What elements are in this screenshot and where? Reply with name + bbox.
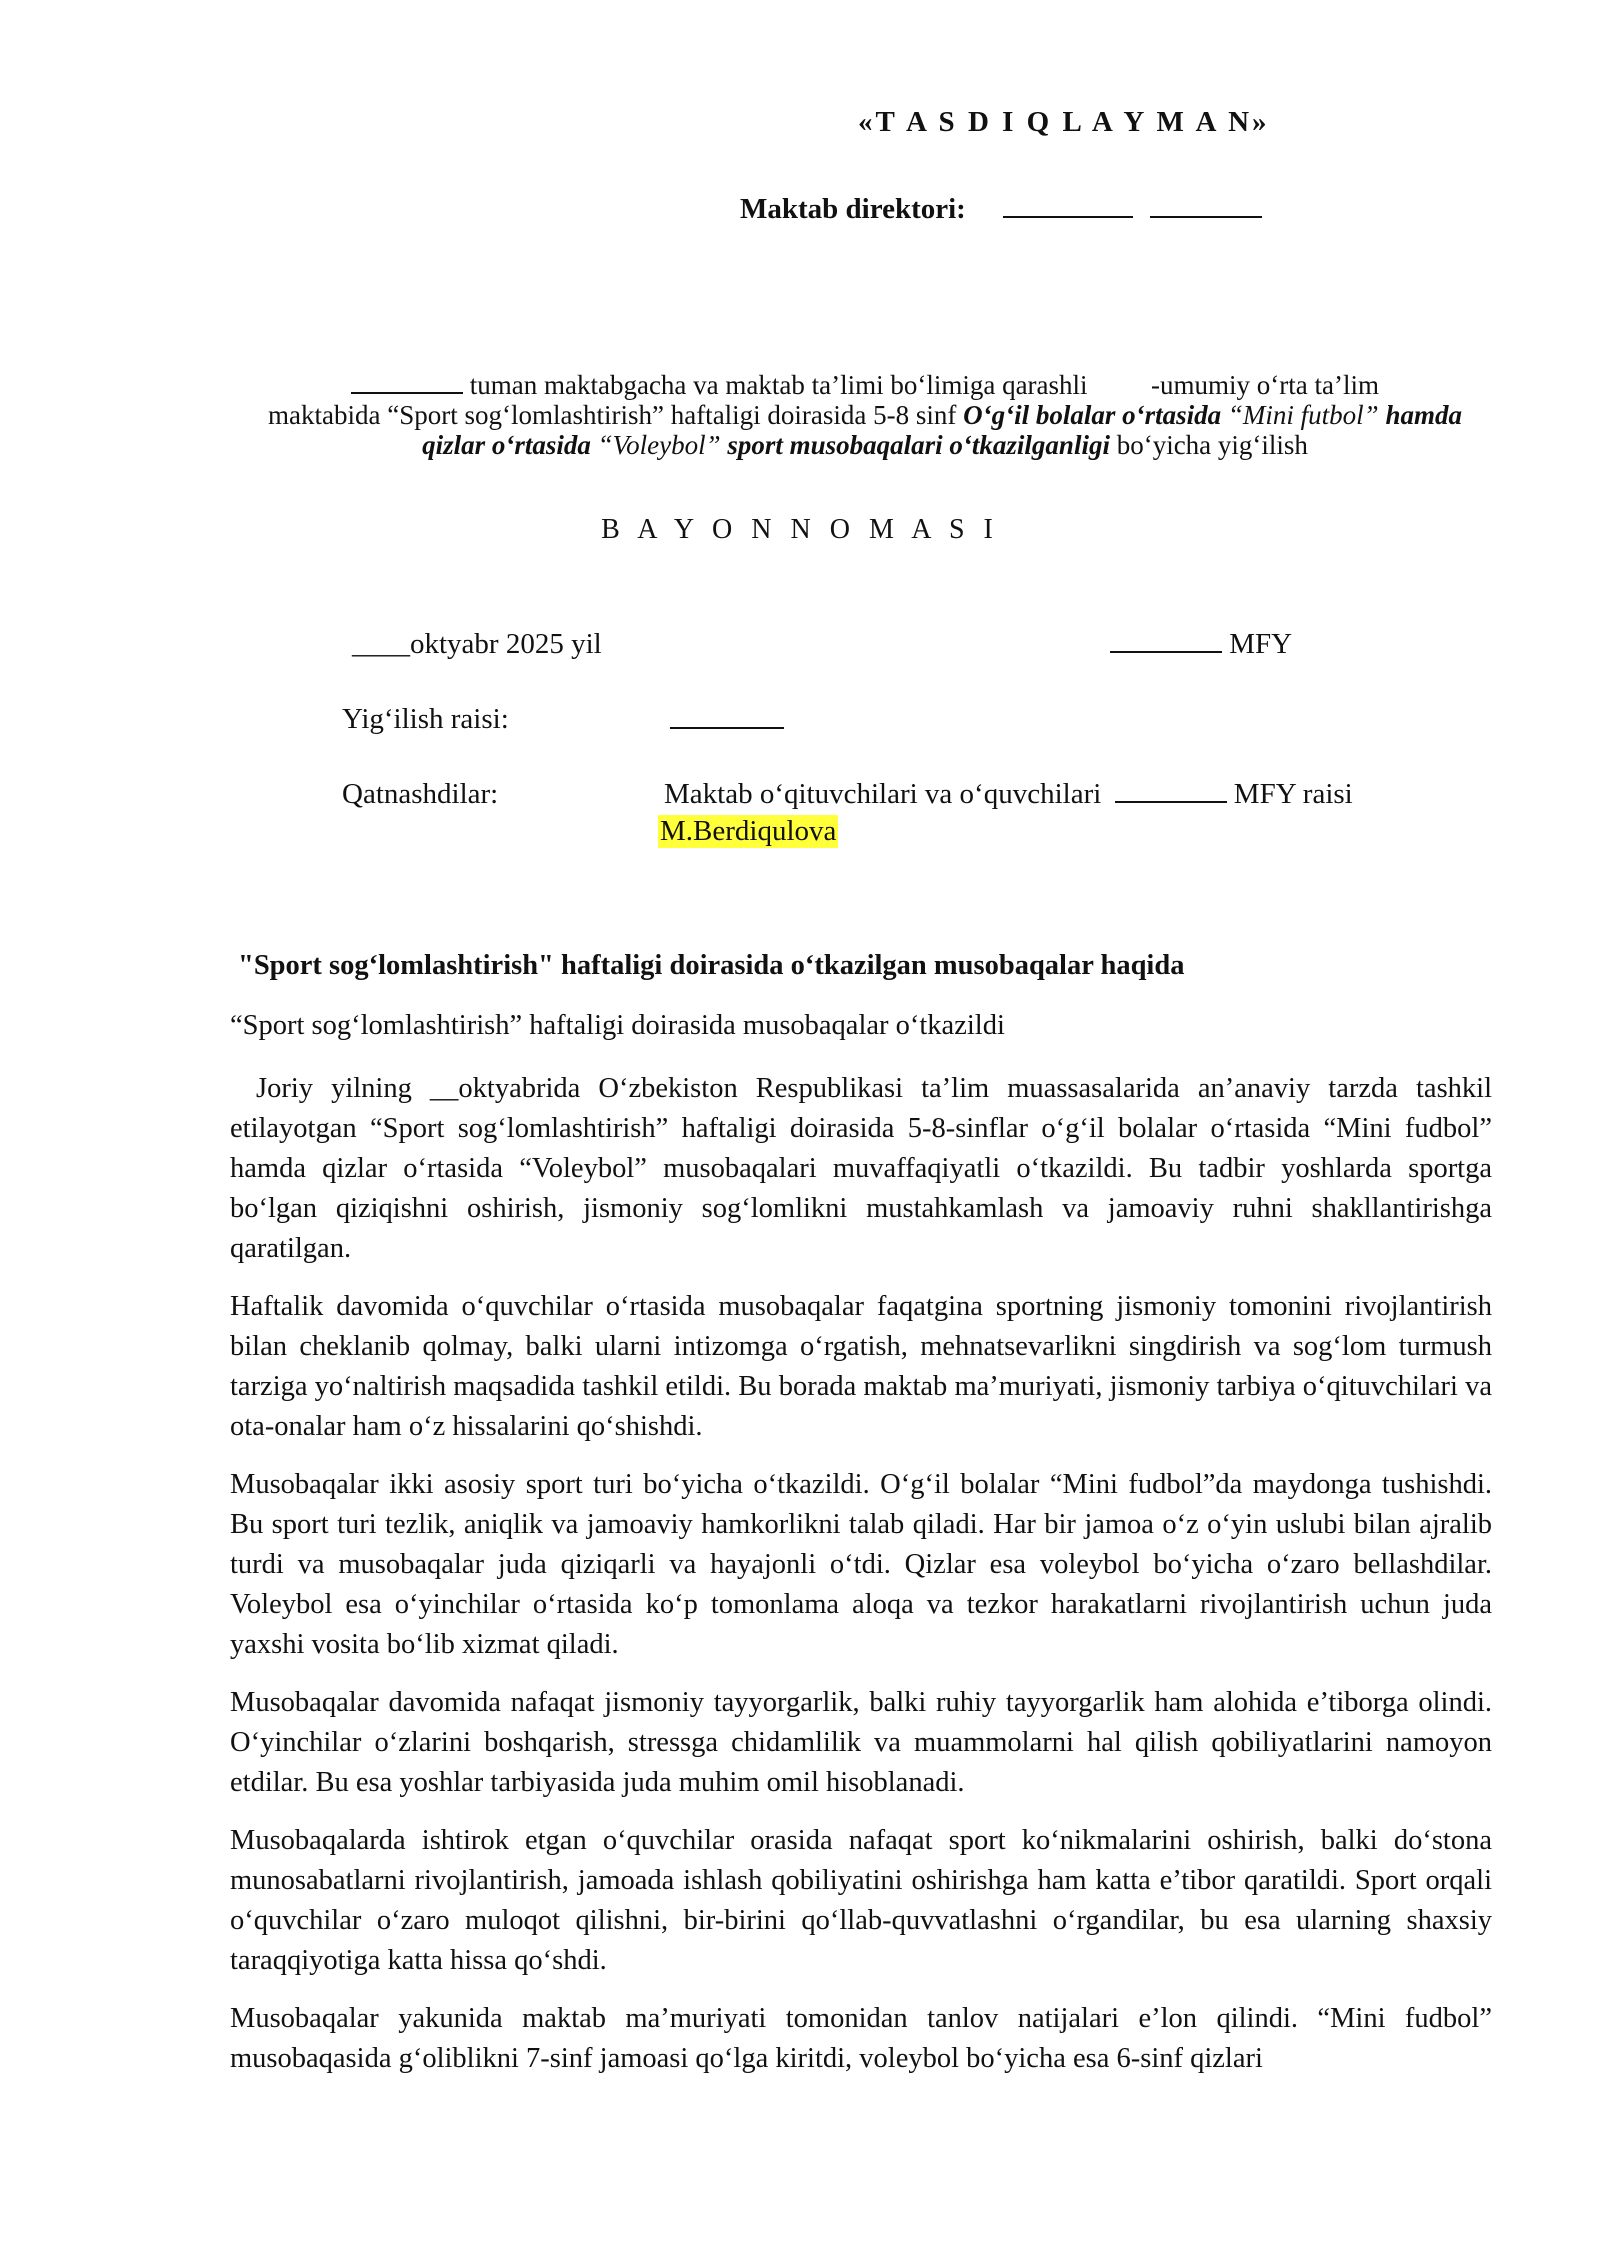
paragraph: Musobaqalar yakunida maktab ma’muriyati tomonidan tanlov natijalari e’lon qilindi. “Mini fudbol” musobaqasida g‘oliblikni 7-sinf jamoasi qo‘lga kiritdi, voleybol bo‘yicha esa 6-sinf qizlari <box>230 2003 1492 2074</box>
body-text <box>230 1069 1492 2097</box>
participants-label: Qatnashdilar: <box>342 778 499 810</box>
heading-line-1: tuman maktabgacha va maktab ta’limi bo‘limiga qarashli -umumiy o‘rta ta’lim <box>240 370 1490 400</box>
district-blank <box>351 370 463 394</box>
participants-mfy-blank <box>1115 779 1227 803</box>
section-title: "Sport sog‘lomlashtirish" haftaligi doirasida o‘tkazilgan musobaqalar haqida <box>238 950 1185 981</box>
approval-stamp-text: «T A S D I Q L A Y M A N» <box>858 106 1270 138</box>
paragraph: Haftalik davomida o‘quvchilar o‘rtasida musobaqalar faqatgina sportning jismoniy tomonini rivojlantirish bilan cheklanib qolmay, balki ularni intizomga o‘rgatish, mehnatsevarlikni singdirish va sog‘lom turmush tarziga yo‘naltirish maqsadida tashkil etildi. Bu borada maktab ma’muriyati, jismoniy tarbiya o‘qituvchilari va ota-onalar ham o‘z hissalarini qo‘shishdi. <box>230 1291 1492 1442</box>
paragraph: Musobaqalar davomida nafaqat jismoniy tayyorgarlik, balki ruhiy tayyorgarlik ham alohida e’tiborga olindi. O‘yinchilar o‘zlarini boshqarish, stressga chidamlilik va muammolarni hal qilish qobiliyatlarini namoyon etdilar. Bu esa yoshlar tarbiyasida juda muhim omil hisoblanadi. <box>230 1687 1492 1798</box>
heading-line-2: maktabida “Sport sog‘lomlashtirish” haftaligi doirasida 5-8 sinf O‘g‘il bolalar o‘rtasida “Mini futbol” hamda qizlar o‘rtasida “Voleybol” sport musobaqalari o‘tkazilganligi bo‘yicha yig‘ilish <box>268 400 1462 460</box>
paragraph: Joriy yilning __oktyabrida O‘zbekiston Respublikasi ta’lim muassasalarida an’anaviy tarzda tashkil etilayotgan “Sport sog‘lomlashtirish” haftaligi doirasida 5-8-sinflar o‘g‘il bolalar o‘rtasida “Mini fudbol” hamda qizlar o‘rtasida “Voleybol” musobaqalari muvaffaqiyatli o‘tkazildi. Bu tadbir yoshlarda sportga bo‘lgan qiziqishni oshirish, jismoniy sog‘lomlikni mustahkamlash va jamoaviy ruhni shakllantirishga qaratilgan. <box>230 1073 1492 1264</box>
chair-blank <box>670 705 784 734</box>
document-heading <box>240 370 1490 460</box>
director-line <box>740 193 1262 226</box>
director-label: Maktab direktori: <box>740 193 966 225</box>
section-subtitle: “Sport sog‘lomlashtirish” haftaligi doirasida musobaqalar o‘tkazildi <box>230 1010 1005 1041</box>
signature-blank <box>1003 194 1133 218</box>
participants-line: Maktab o‘qituvchilari va o‘quvchilari MFY raisi <box>664 778 1353 810</box>
name-blank <box>1150 194 1262 218</box>
paragraph: Musobaqalar ikki asosiy sport turi bo‘yicha o‘tkazildi. O‘g‘il bolalar “Mini fudbol”da maydonga tushishdi. Bu sport turi tezlik, aniqlik va jamoaviy hamkorlikni talab qiladi. Har bir jamoa o‘z o‘yin uslubi bilan ajralib turdi va musobaqalar juda qiziqarli va hayajonli o‘tdi. Qizlar esa voleybol bo‘yicha o‘zaro bellashdilar. Voleybol esa o‘yinchilar o‘rtasida ko‘p tomonlama aloqa va tezkor harakatlarni rivojlantirish uchun juda yaxshi vosita bo‘lib xizmat qiladi. <box>230 1469 1492 1660</box>
paragraph: Musobaqalarda ishtirok etgan o‘quvchilar orasida nafaqat sport ko‘nikmalarini oshirish, balki do‘stona munosabatlarni rivojlantirish, jamoada ishlash qobiliyatini oshirishga ham katta e’tibor qaratildi. Sport orqali o‘quvchilar o‘zaro muloqot qilishni, bir-birini qo‘llab-quvvatlashni o‘rgandilar, bu esa ularning shaxsiy taraqqiyotiga katta hissa qo‘shdi. <box>230 1825 1492 1976</box>
document-title: B A Y O N N O M A S I <box>601 514 999 545</box>
highlighted-name: M.Berdiqulova <box>660 815 837 847</box>
mfy-blank <box>1110 629 1222 653</box>
mfy-line: MFY <box>1110 628 1292 661</box>
date-line: ____oktyabr 2025 yil <box>352 628 602 660</box>
chair-label: Yig‘ilish raisi: <box>342 703 509 735</box>
